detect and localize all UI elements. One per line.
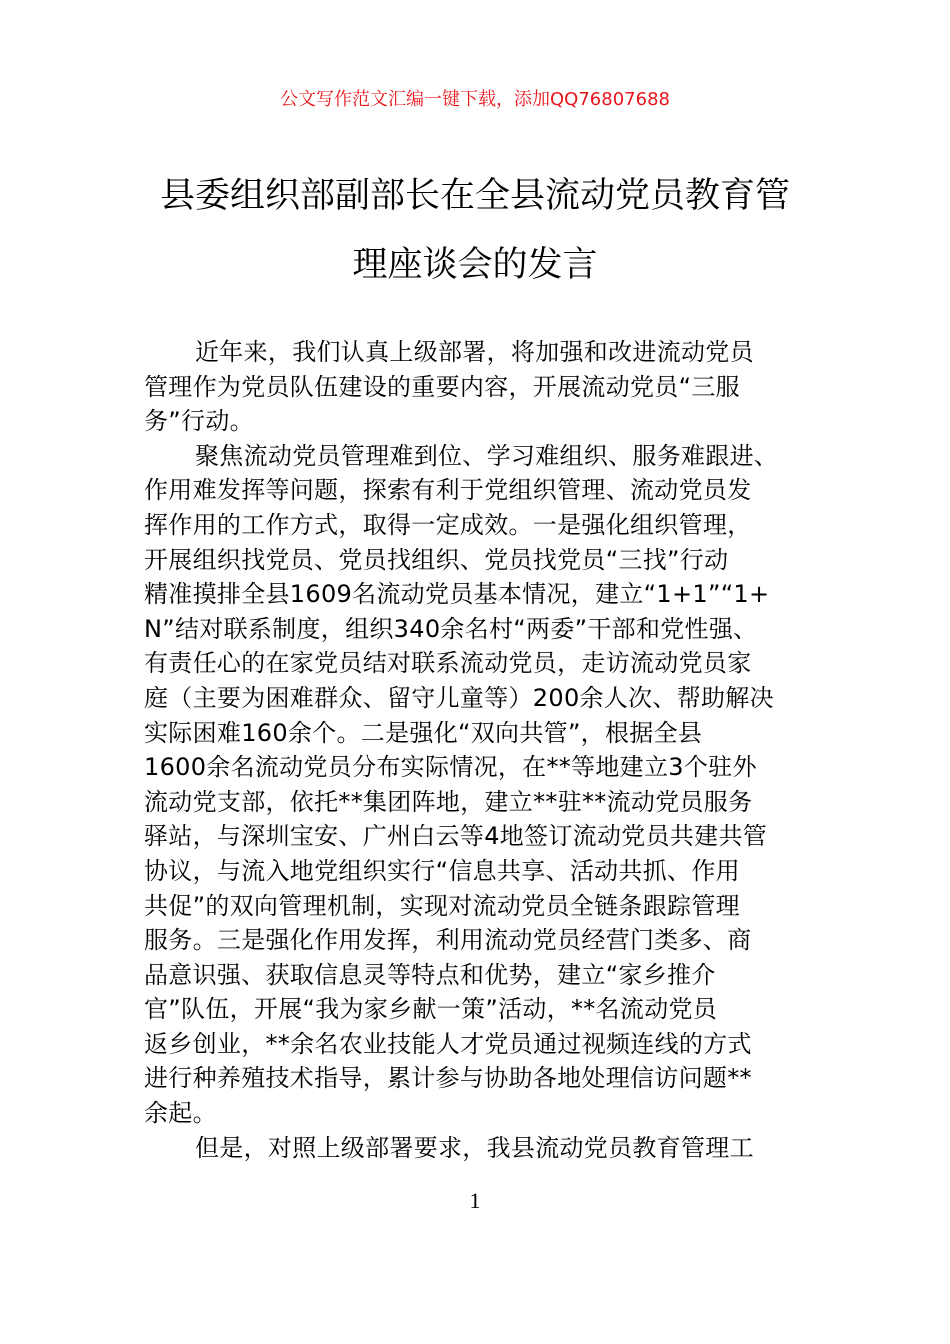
text-line: 流动党支部，依托**集团阵地，建立**驻**流动党员服务 bbox=[144, 787, 753, 816]
text-line: 进行种养殖技术指导，累计参与协助各地处理信访问题** bbox=[144, 1064, 752, 1093]
text-line: 聚焦流动党员管理难到位、学习难组织、服务难跟进、 bbox=[195, 441, 779, 470]
text-line: 精准摸排全县1609名流动党员基本情况，建立“1+1”“1+ bbox=[144, 580, 770, 609]
paragraph bbox=[144, 1131, 808, 1166]
text-line: 余起。 bbox=[144, 1099, 217, 1128]
text-line: 但是，对照上级部署要求，我县流动党员教育管理工 bbox=[195, 1133, 754, 1162]
text-line: N”结对联系制度，组织340余名村“两委”干部和党性强、 bbox=[144, 614, 758, 643]
text-line: 开展组织找党员、党员找组织、党员找党员“三找”行动 bbox=[144, 545, 729, 574]
document-body bbox=[144, 335, 808, 1165]
document-title-line-1: 县委组织部副部长在全县流动党员教育管 bbox=[159, 176, 790, 216]
text-line: 近年来，我们认真上级部署，将加强和改进流动党员 bbox=[195, 338, 754, 366]
text-line: 务”行动。 bbox=[144, 407, 254, 436]
text-line: 实际困难160余个。二是强化“双向共管”，根据全县 bbox=[144, 718, 703, 747]
text-line: 管理作为党员队伍建设的重要内容，开展流动党员“三服 bbox=[144, 372, 740, 401]
paragraph bbox=[144, 335, 808, 439]
text-line: 协议，与流入地党组织实行“信息共享、活动共抓、作用 bbox=[144, 856, 740, 885]
paragraph bbox=[144, 439, 808, 1131]
text-line: 共促”的双向管理机制，实现对流动党员全链条跟踪管理 bbox=[144, 891, 740, 920]
text-line: 挥作用的工作方式，取得一定成效。一是强化组织管理， bbox=[144, 510, 752, 539]
text-line: 驿站，与深圳宝安、广州白云等4地签订流动党员共建共管 bbox=[144, 822, 768, 851]
page-number: 1 bbox=[469, 1188, 481, 1213]
text-line: 服务。三是强化作用发挥，利用流动党员经营门类多、商 bbox=[144, 926, 752, 955]
text-line: 返乡创业，**余名农业技能人才党员通过视频连线的方式 bbox=[144, 1029, 752, 1058]
text-line: 庭（主要为困难群众、留守儿童等）200余人次、帮助解决 bbox=[144, 683, 774, 712]
text-line: 有责任心的在家党员结对联系流动党员，走访流动党员家 bbox=[144, 649, 752, 678]
document-title-line-2: 理座谈会的发言 bbox=[352, 245, 598, 285]
text-line: 作用难发挥等问题，探索有利于党组织管理、流动党员发 bbox=[144, 476, 752, 505]
text-line: 官”队伍，开展“我为家乡献一策”活动，**名流动党员 bbox=[144, 995, 718, 1024]
text-line: 1600余名流动党员分布实际情况，在**等地建立3个驻外 bbox=[144, 753, 757, 782]
watermark-header: 公文写作范文汇编一键下载，添加QQ76807688 bbox=[280, 89, 670, 110]
text-line: 品意识强、获取信息灵等特点和优势，建立“家乡推介 bbox=[144, 960, 716, 989]
